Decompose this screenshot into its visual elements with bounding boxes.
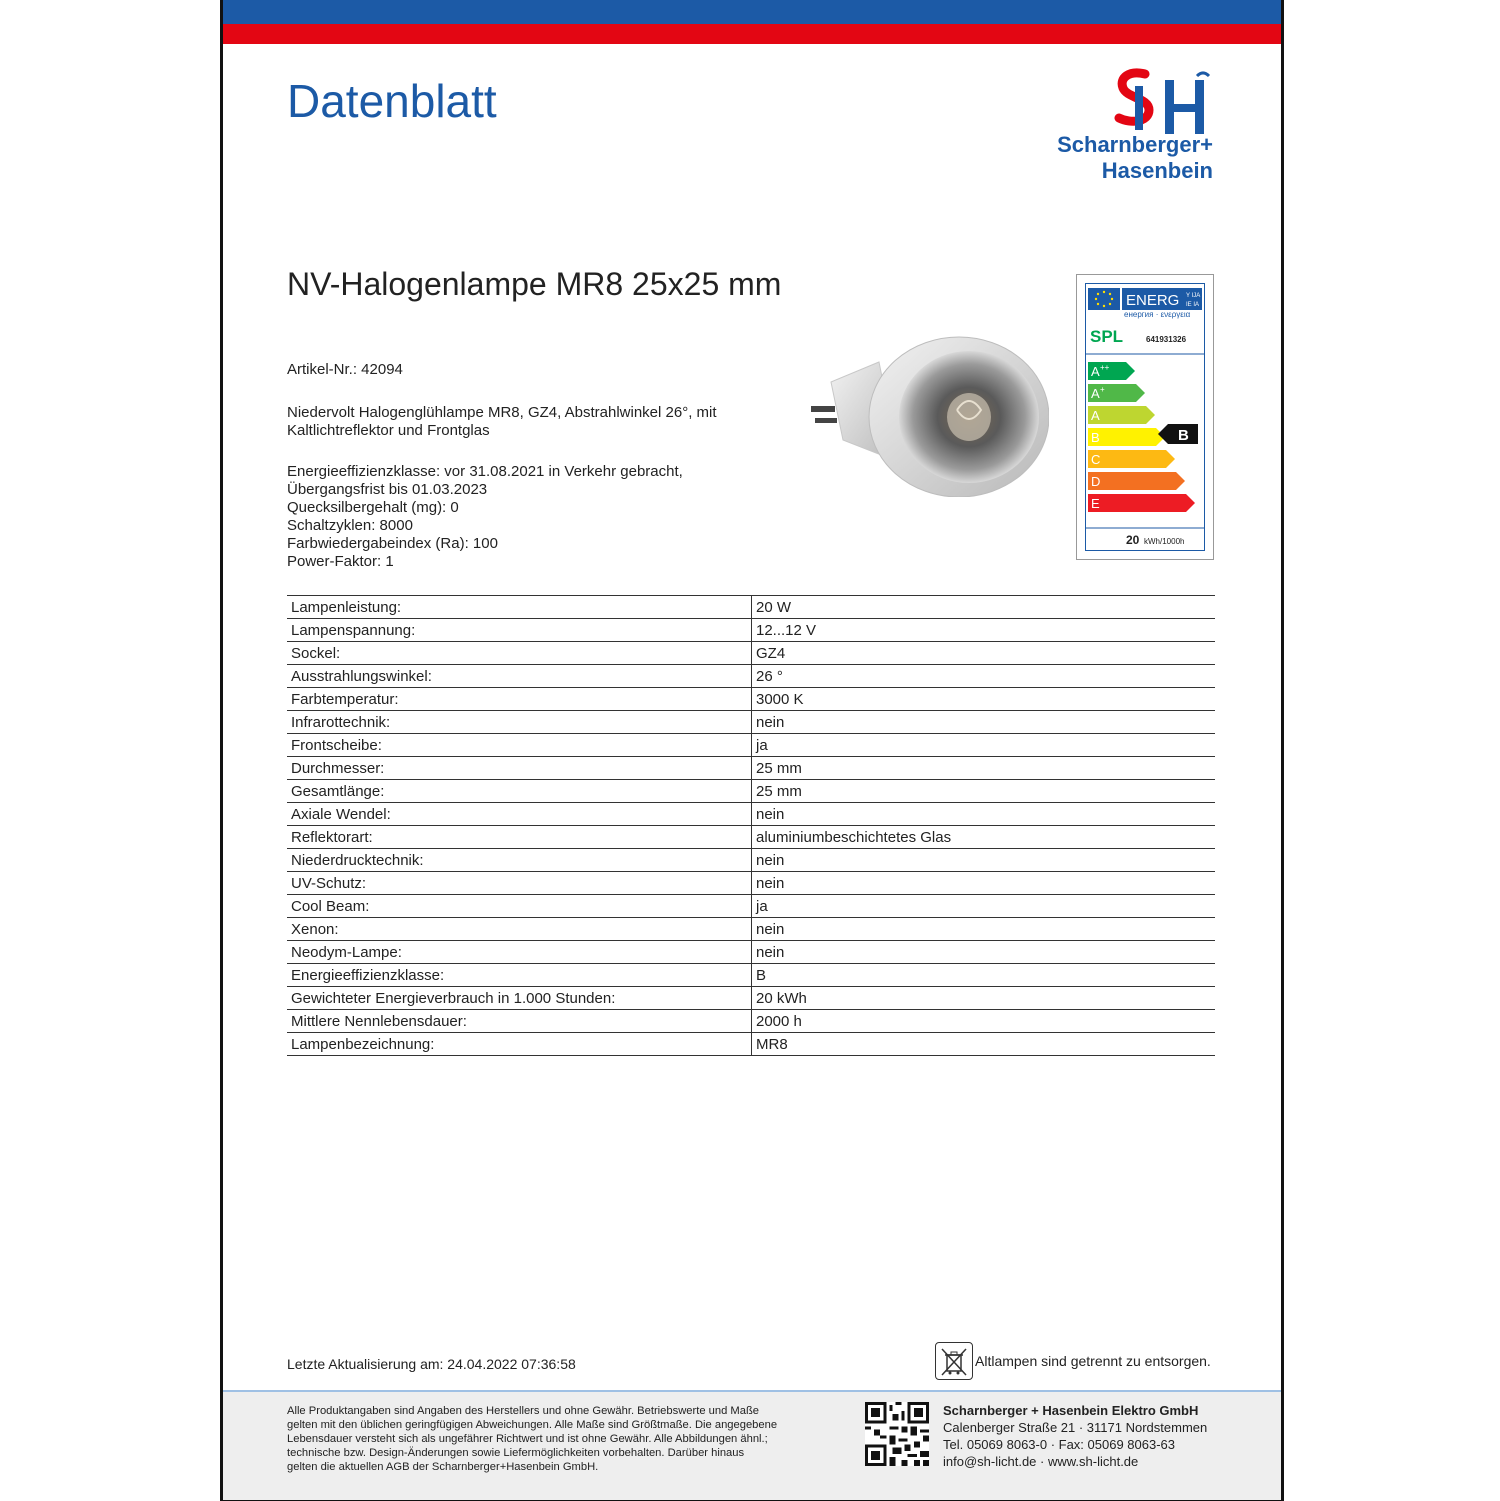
- spec-key: Gewichteter Energieverbrauch in 1.000 Stunden:: [287, 987, 752, 1010]
- spec-row: [287, 780, 1215, 803]
- disclaimer-line: gelten mit den üblichen geringfügigen Abweichungen. Alle Maße sind Größtmaße. Die angegebene: [287, 1419, 778, 1431]
- qr-code-icon[interactable]: [865, 1402, 929, 1466]
- property-line: Schaltzyklen: 8000: [287, 517, 413, 534]
- energy-class-label: A: [1091, 386, 1100, 401]
- spec-key: Farbtemperatur:: [287, 688, 752, 711]
- spec-value: 25 mm: [752, 780, 1216, 803]
- energ-text: ENERG: [1126, 292, 1180, 309]
- energy-class-label: C: [1091, 452, 1101, 467]
- header-red-bar: [223, 24, 1281, 44]
- spec-key: Ausstrahlungswinkel:: [287, 665, 752, 688]
- spec-key: Reflektorart:: [287, 826, 752, 849]
- product-description: Niedervolt Halogenglühlampe MR8, GZ4, Abstrahlwinkel 26°, mit Kaltlichtreflektor und Frontglas: [287, 404, 717, 439]
- spec-row: [287, 872, 1215, 895]
- spec-key: UV-Schutz:: [287, 872, 752, 895]
- energy-class-sup: ++: [1100, 363, 1110, 372]
- spec-row: [287, 642, 1215, 665]
- product-properties: [287, 463, 683, 571]
- company-phone: Tel. 05069 8063-0 · Fax: 05069 8063-63: [943, 1437, 1176, 1452]
- spec-row: [287, 1010, 1215, 1033]
- spec-key: Cool Beam:: [287, 895, 752, 918]
- spec-key: Sockel:: [287, 642, 752, 665]
- spec-value: 26 °: [752, 665, 1216, 688]
- logo-name-line2: Hasenbein: [1101, 158, 1213, 183]
- spec-key: Energieeffizienzklasse:: [287, 964, 752, 987]
- energy-class-label: A: [1091, 408, 1100, 423]
- spec-key: Frontscheibe:: [287, 734, 752, 757]
- spec-row: [287, 918, 1215, 941]
- energy-class-label: D: [1091, 474, 1101, 489]
- property-line: Energieeffizienzklasse: vor 31.08.2021 in Verkehr gebracht,: [287, 463, 683, 480]
- energy-label: [1076, 274, 1214, 560]
- spec-row: [287, 619, 1215, 642]
- spec-row: [287, 987, 1215, 1010]
- spec-value: ja: [752, 895, 1216, 918]
- spec-value: 25 mm: [752, 757, 1216, 780]
- spec-value: nein: [752, 918, 1216, 941]
- energy-label-graphic: [1086, 284, 1204, 550]
- header-blue-bar: [223, 0, 1281, 24]
- page-title: Datenblatt: [287, 75, 497, 127]
- spec-row: [287, 826, 1215, 849]
- halogen-lamp-image: [809, 322, 1049, 497]
- spec-value: nein: [752, 849, 1216, 872]
- spec-value: 12...12 V: [752, 619, 1216, 642]
- spec-value: 20 W: [752, 596, 1216, 619]
- energy-subtitle: енергия · ενεργεια: [1124, 310, 1191, 319]
- spec-row: [287, 665, 1215, 688]
- spec-key: Lampenbezeichnung:: [287, 1033, 752, 1056]
- datasheet-page: [220, 0, 1284, 1501]
- company-logo: [983, 66, 1223, 186]
- property-line: Quecksilbergehalt (mg): 0: [287, 499, 459, 516]
- energy-class-label: A: [1091, 364, 1100, 379]
- energy-class-arrow: [1088, 494, 1195, 512]
- spec-value: aluminiumbeschichtetes Glas: [752, 826, 1216, 849]
- spec-row: [287, 941, 1215, 964]
- spec-key: Gesamtlänge:: [287, 780, 752, 803]
- company-web[interactable]: info@sh-licht.de · www.sh-licht.de: [943, 1454, 1139, 1469]
- property-line: Übergangsfrist bis 01.03.2023: [287, 481, 488, 498]
- spec-row: [287, 596, 1215, 619]
- company-address: Calenberger Straße 21 · 31171 Nordstemmen: [943, 1420, 1208, 1435]
- consumption-unit: kWh/1000h: [1144, 537, 1185, 546]
- spec-row: [287, 757, 1215, 780]
- energ-langs-top: Y IJA: [1186, 293, 1201, 299]
- spec-value: ja: [752, 734, 1216, 757]
- spec-value: MR8: [752, 1033, 1216, 1056]
- company-info: [943, 1402, 1207, 1470]
- energy-class-arrow: [1088, 472, 1185, 490]
- supplier-name: SPL: [1090, 327, 1124, 346]
- spec-key: Durchmesser:: [287, 757, 752, 780]
- disposal-note: Altlampen sind getrennt zu entsorgen.: [975, 1353, 1211, 1369]
- energy-label-frame: [1085, 283, 1205, 551]
- spec-key: Mittlere Nennlebensdauer:: [287, 1010, 752, 1033]
- spec-value: nein: [752, 803, 1216, 826]
- energy-class-label: B: [1091, 430, 1100, 445]
- spec-key: Lampenleistung:: [287, 596, 752, 619]
- spec-key: Neodym-Lampe:: [287, 941, 752, 964]
- company-name: Scharnberger + Hasenbein Elektro GmbH: [943, 1403, 1199, 1418]
- spec-row: [287, 964, 1215, 987]
- spec-key: Niederdrucktechnik:: [287, 849, 752, 872]
- disclaimer: [287, 1404, 847, 1474]
- sh-logo-icon: [1113, 66, 1213, 136]
- energ-langs-bottom: IE IA: [1186, 302, 1200, 308]
- article-number: Artikel-Nr.: 42094: [287, 361, 403, 378]
- energy-class-arrow: [1088, 450, 1175, 468]
- spec-row: [287, 1033, 1215, 1056]
- disclaimer-line: technische bzw. Design-Änderungen sowie Liefermöglichkeiten vorbehalten. Darüber hinaus: [287, 1447, 745, 1459]
- spec-value: nein: [752, 941, 1216, 964]
- last-update: Letzte Aktualisierung am: 24.04.2022 07:36:58: [287, 1356, 576, 1372]
- spec-table: [287, 595, 1215, 1056]
- spec-row: [287, 688, 1215, 711]
- spec-value: GZ4: [752, 642, 1216, 665]
- spec-row: [287, 849, 1215, 872]
- property-line: Farbwiedergabeindex (Ra): 100: [287, 535, 498, 552]
- energy-class-label: E: [1091, 496, 1100, 511]
- disclaimer-line: Lebensdauer versteht sich als ungefährer Richtwert und ist ohne Gewähr. Alle Abbildungen ähnl.;: [287, 1433, 768, 1445]
- spec-row: [287, 711, 1215, 734]
- spec-value: 20 kWh: [752, 987, 1216, 1010]
- spec-value: 2000 h: [752, 1010, 1216, 1033]
- property-line: Power-Faktor: 1: [287, 553, 394, 570]
- spec-value: B: [752, 964, 1216, 987]
- spec-value: 3000 K: [752, 688, 1216, 711]
- crossed-bin-icon: [935, 1342, 973, 1380]
- consumption-value: 20: [1126, 533, 1140, 547]
- spec-value: nein: [752, 711, 1216, 734]
- spec-value: nein: [752, 872, 1216, 895]
- spec-key: Infrarottechnik:: [287, 711, 752, 734]
- disclaimer-line: gelten die aktuellen AGB der Scharnberger+Hasenbein GmbH.: [287, 1461, 599, 1473]
- spec-row: [287, 895, 1215, 918]
- disclaimer-line: Alle Produktangaben sind Angaben des Herstellers und ohne Gewähr. Betriebswerte und Maße: [287, 1405, 760, 1417]
- energy-class-sup: +: [1100, 385, 1105, 394]
- spec-key: Axiale Wendel:: [287, 803, 752, 826]
- model-number: 641931326: [1146, 335, 1187, 344]
- spec-key: Lampenspannung:: [287, 619, 752, 642]
- product-title: NV-Halogenlampe MR8 25x25 mm: [287, 266, 782, 302]
- spec-row: [287, 803, 1215, 826]
- logo-name-line1: Scharnberger+: [1057, 132, 1213, 157]
- spec-key: Xenon:: [287, 918, 752, 941]
- rating-letter: B: [1178, 427, 1189, 444]
- spec-row: [287, 734, 1215, 757]
